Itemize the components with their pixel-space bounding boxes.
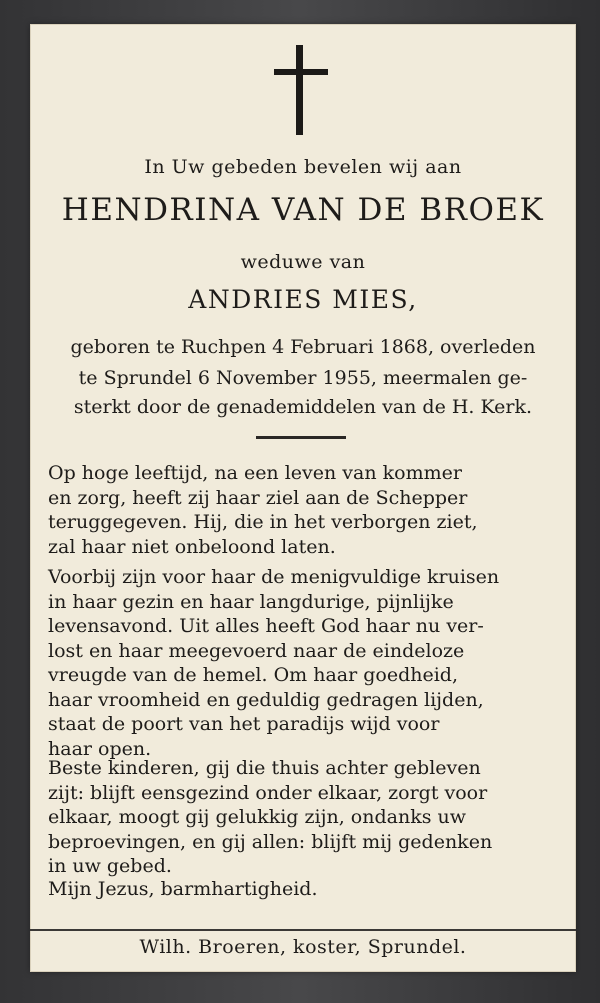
deceased-name: HENDRINA VAN DE BROEK — [61, 192, 545, 228]
relation-text: weduwe van — [240, 251, 366, 273]
spouse-name: ANDRIES MIES, — [188, 285, 418, 314]
divider — [256, 436, 346, 439]
intro-text: In Uw gebeden bevelen wij aan — [144, 156, 462, 178]
latin-cross-icon — [274, 45, 324, 135]
birth-death-line: sterkt door de genademiddelen van de H. Kerk. — [73, 396, 533, 418]
printer-credit: Wilh. Broeren, koster, Sprundel. — [139, 936, 467, 958]
paragraph: Op hoge leeftijd, na een leven van kommer en zorg, heeft zij haar ziel aan de Schepper teruggegeven. Hij, die in het verborgen ziet, zal haar niet onbeloond laten. — [48, 462, 478, 558]
memorial-card — [30, 24, 576, 972]
paragraph: Beste kinderen, gij die thuis achter gebleven zijt: blijft eensgezind onder elkaar, zorgt voor elkaar, moogt gij gelukkig zijn, ondanks uw beproevingen, en gij allen: blijft mij gedenken in uw gebed. — [48, 757, 493, 877]
paragraph: Voorbij zijn voor haar de menigvuldige kruisen in haar gezin en haar langdurige, pijnlijke levensavond. Uit alles heeft God haar nu ver- lost en haar meegevoerd naar de eindeloze vreugde van de hemel. Om haar goedheid, haar vroomheid en geduldig gedragen lijden, staat de poort van het paradijs wijd voor haar open. — [48, 566, 500, 760]
birth-death-line: geboren te Ruchpen 4 Februari 1868, overleden — [70, 336, 536, 358]
closing-prayer: Mijn Jezus, barmhartigheid. — [48, 878, 318, 900]
footer-divider — [30, 929, 576, 931]
birth-death-line: te Sprundel 6 November 1955, meermalen ge- — [78, 367, 528, 389]
